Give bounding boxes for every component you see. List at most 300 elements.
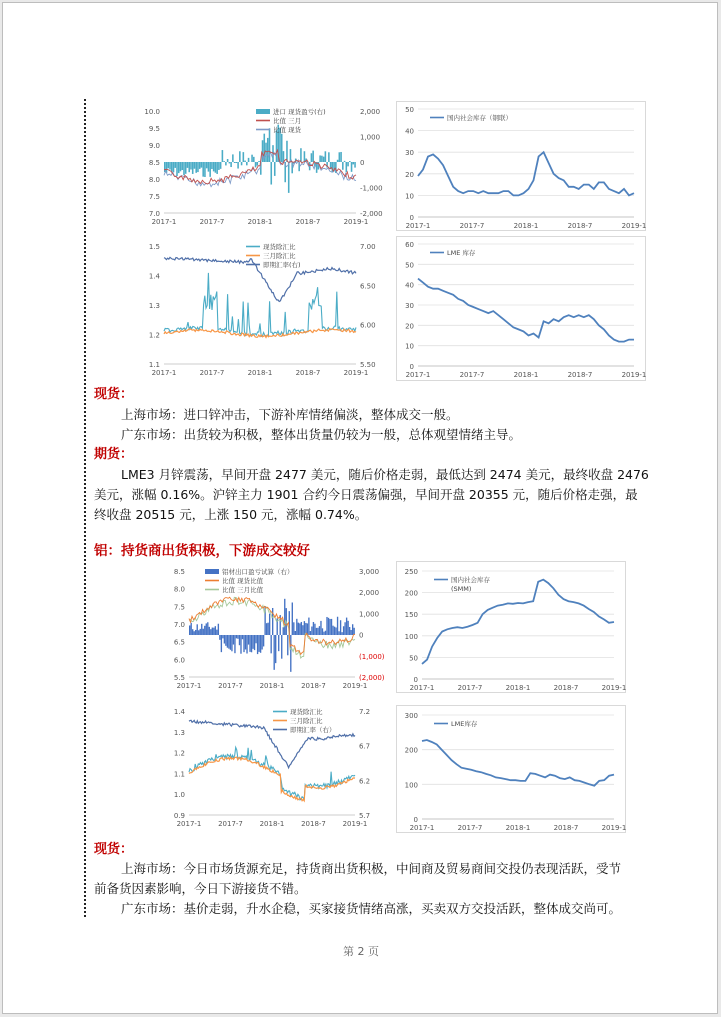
zinc-import-ratio-chart — [138, 236, 388, 381]
bar-mark — [239, 151, 241, 162]
y-tick-label: 10 — [405, 192, 414, 201]
bar-mark — [236, 635, 237, 638]
bar-mark — [331, 619, 332, 635]
bar-mark — [197, 624, 198, 635]
y-tick-label: 30 — [405, 149, 414, 158]
chart-frame — [397, 102, 646, 231]
bar-mark — [332, 626, 333, 635]
bar-mark — [251, 155, 253, 162]
bar-mark — [215, 162, 217, 173]
bar-mark — [188, 162, 190, 172]
y-tick-label: 20 — [405, 170, 414, 179]
bar-mark — [265, 143, 267, 162]
x-tick-label: 2018-1 — [505, 684, 531, 692]
y-tick-label: 0 — [413, 816, 418, 824]
y-tick-label: 200 — [404, 746, 418, 755]
bar-mark — [209, 627, 210, 635]
bar-mark — [267, 623, 268, 635]
bar-mark — [199, 162, 201, 169]
bar-mark — [215, 626, 216, 635]
y-tick-label: 10 — [405, 342, 414, 351]
bar-mark — [274, 162, 276, 176]
y-tick-label: 1.2 — [148, 331, 160, 340]
bar-mark — [319, 626, 320, 635]
y2-tick-label: 2,000 — [359, 589, 380, 598]
bar-mark — [352, 624, 353, 635]
y-tick-label: 1.1 — [148, 361, 160, 369]
bar-mark — [270, 162, 272, 185]
bar-mark — [292, 602, 293, 635]
y-tick-label: 30 — [405, 302, 414, 310]
y-tick-label: 6.5 — [173, 638, 185, 647]
bar-mark — [260, 635, 261, 653]
bar-mark — [353, 628, 354, 635]
bar-mark — [246, 162, 248, 165]
y-tick-label: 100 — [404, 781, 418, 790]
bar-mark — [209, 162, 211, 177]
bar-mark — [296, 619, 297, 635]
y-tick-label: 0.9 — [173, 812, 185, 820]
bar-mark — [213, 628, 214, 635]
legend-label: LME库存 — [451, 720, 478, 728]
x-tick-label: 2018-1 — [513, 371, 539, 379]
y-tick-label: 50 — [405, 261, 414, 270]
bar-mark — [278, 635, 279, 651]
bar-mark — [192, 629, 193, 635]
bar-mark — [171, 162, 173, 172]
bar-mark — [167, 162, 169, 168]
bar-mark — [249, 635, 250, 652]
bar-mark — [248, 158, 250, 162]
x-tick-label: 2019-1 — [342, 820, 368, 828]
y-tick-label: 150 — [404, 611, 418, 620]
legend-swatch — [205, 569, 219, 574]
y-tick-label: 9.0 — [148, 142, 160, 150]
aluminum-lme-stock-chart — [396, 705, 626, 833]
legend-label: 现货除汇比 — [290, 708, 323, 716]
bar-mark — [325, 631, 326, 635]
x-tick-label: 2019-1 — [621, 371, 647, 379]
y-tick-label: 250 — [404, 568, 418, 576]
y-tick-label: 7.5 — [173, 603, 185, 612]
bar-mark — [334, 627, 335, 635]
y-tick-label: 200 — [404, 589, 418, 598]
bar-mark — [314, 624, 315, 635]
y2-tick-label: 5.50 — [360, 361, 376, 369]
bar-mark — [349, 627, 350, 635]
series-line — [164, 329, 356, 338]
bar-mark — [344, 161, 346, 162]
bar-mark — [323, 157, 325, 162]
x-tick-label: 2017-7 — [199, 218, 225, 226]
y-tick-label: 300 — [404, 712, 418, 720]
aluminum-domestic-stock-chart — [396, 561, 626, 693]
y-tick-label: 1.1 — [173, 770, 185, 779]
aluminum-spot-guangdong: 广东市场：基价走弱，升水企稳，买家接货情绪高涨，买卖双方交投活跃，整体成交尚可。 — [121, 901, 622, 916]
series-line — [164, 273, 356, 337]
x-tick-label: 2017-1 — [176, 820, 202, 828]
bar-mark — [328, 618, 329, 635]
zinc-futures-line1: LME3 月锌震荡，早间开盘 2477 美元，随后价格走弱，最低达到 2474 美元，最终收盘 2476 — [121, 467, 649, 482]
bar-mark — [218, 162, 220, 170]
bar-mark — [242, 635, 243, 639]
bar-mark — [174, 162, 176, 168]
bar-mark — [211, 162, 213, 169]
bar-mark — [263, 635, 264, 646]
bar-mark — [281, 635, 282, 659]
chart-frame — [397, 237, 646, 381]
bar-mark — [350, 630, 351, 635]
y2-tick-label: 6.00 — [360, 321, 376, 330]
y-tick-label: 10.0 — [144, 108, 160, 116]
legend-label: 现货除汇比 — [263, 243, 296, 251]
zinc-futures-heading: 期货： — [94, 447, 134, 462]
bar-mark — [313, 622, 314, 635]
bar-mark — [207, 622, 208, 635]
y-tick-label: 8.5 — [173, 568, 185, 576]
bar-mark — [252, 635, 253, 649]
bar-mark — [197, 162, 199, 172]
x-tick-label: 2017-7 — [457, 684, 483, 692]
y-tick-label: 1.4 — [148, 272, 160, 281]
y-tick-label: 40 — [405, 127, 414, 136]
bar-mark — [287, 635, 288, 655]
bar-mark — [240, 635, 241, 654]
series-line — [189, 747, 355, 800]
x-tick-label: 2017-1 — [409, 824, 435, 832]
y2-tick-label: (1,000) — [359, 652, 385, 661]
legend-label: 进口 现货盈亏(右) — [273, 108, 326, 116]
y-tick-label: 1.2 — [173, 749, 185, 758]
y-tick-label: 8.5 — [148, 159, 160, 167]
bar-mark — [342, 162, 344, 170]
bar-mark — [173, 162, 175, 172]
aluminum-spot-shanghai-1: 上海市场：今日市场货源充足，持货商出货积极，中间商及贸易商间交投仍表现活跃，受节 — [121, 861, 622, 876]
bar-mark — [325, 151, 327, 162]
x-tick-label: 2019-1 — [343, 218, 369, 226]
x-tick-label: 2019-1 — [343, 369, 369, 377]
bar-mark — [191, 623, 192, 635]
x-tick-label: 2018-7 — [567, 371, 593, 379]
y2-tick-label: 6.2 — [359, 777, 371, 786]
y2-tick-label: 0 — [359, 631, 364, 640]
bar-mark — [346, 162, 348, 172]
x-tick-label: 2018-7 — [553, 824, 579, 832]
bar-mark — [267, 138, 269, 162]
y2-tick-label: 7.2 — [359, 708, 371, 716]
bar-mark — [216, 630, 217, 635]
bar-mark — [241, 162, 243, 165]
bar-mark — [311, 627, 312, 635]
bar-mark — [229, 162, 231, 163]
bar-mark — [189, 625, 190, 635]
bar-mark — [340, 620, 341, 635]
bar-mark — [200, 629, 201, 635]
bar-mark — [248, 635, 249, 645]
bar-mark — [231, 635, 232, 651]
x-tick-label: 2018-7 — [295, 369, 321, 377]
bar-mark — [293, 622, 294, 635]
y-tick-label: 50 — [409, 654, 418, 663]
bar-mark — [337, 617, 338, 635]
bar-mark — [343, 626, 344, 635]
bar-mark — [216, 162, 218, 174]
bar-mark — [220, 162, 222, 169]
bar-mark — [255, 635, 256, 643]
bar-mark — [192, 162, 194, 174]
bar-mark — [180, 162, 182, 171]
x-tick-label: 2018-1 — [247, 218, 273, 226]
bar-mark — [169, 162, 171, 170]
bar-mark — [246, 635, 247, 653]
aluminum-spot-shanghai-2: 前备货因素影响，今日下游接货不错。 — [94, 881, 307, 896]
bar-mark — [195, 162, 197, 173]
x-tick-label: 2017-7 — [218, 820, 243, 828]
bar-mark — [225, 162, 227, 165]
bar-mark — [201, 162, 203, 168]
zinc-spot-shanghai: 上海市场：进口锌冲击，下游补库情绪偏淡，整体成交一般。 — [121, 407, 459, 422]
legend-swatch — [256, 109, 270, 114]
bar-mark — [329, 619, 330, 635]
x-tick-label: 2017-7 — [459, 371, 485, 379]
y2-tick-label: (2,000) — [359, 674, 385, 682]
bar-mark — [302, 625, 303, 635]
zinc-futures-line2: 美元，涨幅 0.16%。沪锌主力 1901 合约今日震荡偏强，早间开盘 20355 元，随后价格走强，最 — [94, 487, 638, 502]
bar-mark — [176, 162, 178, 176]
bar-mark — [243, 635, 244, 652]
x-tick-label: 2019-1 — [601, 824, 627, 832]
x-tick-label: 2017-7 — [457, 824, 483, 832]
page-number: 第 2 页 — [343, 945, 379, 958]
bar-mark — [272, 608, 273, 635]
bar-mark — [281, 134, 283, 162]
bar-mark — [208, 162, 210, 172]
bar-mark — [312, 151, 314, 162]
margin-dotted-line — [84, 99, 86, 917]
bar-mark — [232, 154, 234, 162]
y-tick-label: 7.0 — [173, 621, 185, 629]
bar-mark — [338, 631, 339, 635]
bar-mark — [194, 162, 196, 169]
legend-label: 即期汇率（右） — [290, 726, 336, 734]
bar-mark — [274, 635, 275, 670]
y-tick-label: 6.0 — [173, 656, 185, 665]
bar-mark — [275, 635, 276, 663]
bar-mark — [258, 635, 259, 652]
x-tick-label: 2018-7 — [295, 218, 321, 226]
legend-label: 三月除汇比 — [263, 252, 296, 260]
x-tick-label: 2017-1 — [151, 218, 177, 226]
bar-mark — [300, 148, 302, 162]
y-tick-label: 9.5 — [148, 125, 160, 133]
bar-mark — [283, 627, 284, 635]
bar-mark — [298, 623, 299, 635]
x-tick-label: 2019-1 — [621, 222, 647, 230]
bar-mark — [204, 162, 206, 177]
bar-mark — [237, 162, 239, 169]
bar-mark — [181, 162, 183, 170]
legend-label: 比值 现货 — [273, 126, 302, 134]
bar-mark — [266, 623, 267, 635]
bar-mark — [225, 635, 226, 646]
bar-mark — [164, 162, 166, 172]
bar-mark — [221, 635, 222, 652]
bar-mark — [245, 635, 246, 649]
bar-mark — [187, 162, 189, 168]
bar-mark — [213, 162, 215, 171]
y2-tick-label: 1,000 — [360, 133, 381, 142]
bar-mark — [339, 152, 341, 162]
bar-mark — [308, 618, 309, 635]
bar-mark — [201, 624, 202, 635]
bar-mark — [210, 629, 211, 635]
x-tick-label: 2018-7 — [567, 222, 593, 230]
aluminum-import-ratio-chart — [163, 701, 388, 833]
bar-mark — [206, 162, 208, 168]
y-tick-label: 8.0 — [173, 585, 185, 594]
x-tick-label: 2019-1 — [342, 682, 368, 690]
legend-label: (SMM) — [451, 585, 472, 593]
y2-tick-label: 7.00 — [360, 243, 376, 251]
bar-mark — [222, 150, 224, 162]
bar-mark — [251, 635, 252, 652]
bar-mark — [351, 162, 353, 172]
bar-mark — [244, 161, 246, 162]
y-tick-label: 1.3 — [173, 728, 185, 737]
x-tick-label: 2018-1 — [259, 820, 285, 828]
y-tick-label: 60 — [405, 241, 414, 249]
bar-mark — [323, 632, 324, 635]
zinc-lme-stock-chart — [396, 236, 646, 381]
bar-mark — [203, 629, 204, 635]
x-tick-label: 2017-7 — [199, 369, 225, 377]
y-tick-label: 1.0 — [173, 791, 185, 800]
zinc-ratio-chart — [138, 101, 388, 231]
zinc-futures-line3: 终收盘 20515 元，上涨 150 元，涨幅 0.74%。 — [94, 507, 368, 522]
legend-label: 即期汇率(右) — [263, 261, 301, 269]
bar-mark — [347, 621, 348, 635]
y-tick-label: 0 — [413, 676, 418, 684]
bar-mark — [236, 162, 238, 163]
x-tick-label: 2018-7 — [301, 820, 326, 828]
x-tick-label: 2019-1 — [601, 684, 627, 692]
y2-tick-label: 5.7 — [359, 812, 371, 820]
y-tick-label: 40 — [405, 281, 414, 290]
bar-mark — [190, 162, 192, 169]
bar-mark — [316, 628, 317, 635]
bar-mark — [328, 152, 330, 162]
bar-mark — [183, 162, 185, 175]
bar-mark — [255, 162, 257, 167]
y-tick-label: 7.0 — [148, 210, 160, 218]
bar-mark — [223, 161, 225, 162]
bar-mark — [212, 628, 213, 635]
y2-tick-label: 3,000 — [359, 568, 380, 576]
bar-mark — [227, 159, 229, 162]
bar-mark — [353, 162, 355, 164]
bar-mark — [206, 623, 207, 635]
zinc-spot-guangdong: 广东市场：出货较为积极，整体出货量仍较为一般，总体观望情绪主导。 — [121, 427, 522, 442]
bar-mark — [234, 162, 236, 163]
series-line — [418, 279, 634, 342]
bar-mark — [269, 614, 270, 635]
bar-mark — [288, 162, 290, 193]
legend-label: 国内社会库存 — [451, 576, 490, 584]
bar-mark — [258, 161, 260, 162]
bar-mark — [257, 635, 258, 654]
bar-mark — [346, 618, 347, 635]
bar-mark — [194, 631, 195, 635]
document-page — [2, 2, 718, 1014]
y2-tick-label: -1,000 — [360, 184, 383, 193]
bar-mark — [185, 162, 187, 174]
bar-mark — [304, 151, 306, 162]
bar-mark — [321, 156, 323, 162]
bar-mark — [354, 162, 356, 168]
chart-frame — [397, 706, 626, 833]
aluminum-ratio-chart — [163, 561, 388, 693]
legend-label: LME 库存 — [447, 249, 476, 257]
y-tick-label: 7.5 — [148, 193, 160, 201]
bar-mark — [284, 599, 285, 635]
bar-mark — [222, 635, 223, 638]
legend-label: 三月除汇比 — [290, 717, 323, 725]
zinc-domestic-stock-chart — [396, 101, 646, 231]
bar-mark — [276, 130, 278, 162]
bar-mark — [218, 624, 219, 635]
x-tick-label: 2017-7 — [218, 682, 243, 690]
bar-mark — [178, 162, 180, 173]
bar-mark — [227, 635, 228, 648]
bar-mark — [239, 635, 240, 645]
y2-tick-label: 6.50 — [360, 282, 376, 291]
legend-label: 比值 三月比值 — [222, 586, 264, 594]
x-tick-label: 2017-1 — [176, 682, 202, 690]
y2-tick-label: 6.7 — [359, 742, 371, 751]
x-tick-label: 2018-7 — [301, 682, 326, 690]
legend-label: 比值 三月 — [273, 117, 302, 125]
bar-mark — [261, 635, 262, 650]
bar-mark — [290, 635, 291, 672]
y-tick-label: 5.5 — [173, 674, 185, 682]
bar-mark — [347, 162, 349, 166]
zinc-spot-heading: 现货： — [94, 387, 134, 402]
bar-mark — [237, 635, 238, 639]
x-tick-label: 2018-1 — [259, 682, 285, 690]
x-tick-label: 2017-1 — [409, 684, 435, 692]
bar-mark — [335, 627, 336, 635]
aluminum-spot-heading: 现货： — [94, 842, 134, 857]
bar-mark — [243, 152, 245, 162]
x-tick-label: 2018-7 — [553, 684, 579, 692]
x-tick-label: 2018-1 — [247, 369, 273, 377]
bar-mark — [317, 628, 318, 635]
bar-mark — [195, 630, 196, 635]
x-tick-label: 2017-1 — [405, 222, 431, 230]
x-tick-label: 2017-1 — [405, 371, 431, 379]
bar-mark — [257, 162, 259, 166]
bar-mark — [341, 632, 342, 635]
y-tick-label: 8.0 — [148, 176, 160, 184]
y-tick-label: 20 — [405, 322, 414, 331]
bar-mark — [204, 626, 205, 635]
bar-mark — [230, 162, 232, 167]
aluminum-section-title: 铝：持货商出货积极，下游成交较好 — [94, 543, 310, 559]
bar-mark — [319, 155, 321, 162]
bar-mark — [233, 635, 234, 645]
y-tick-label: 1.5 — [148, 243, 160, 251]
bar-mark — [349, 161, 351, 162]
